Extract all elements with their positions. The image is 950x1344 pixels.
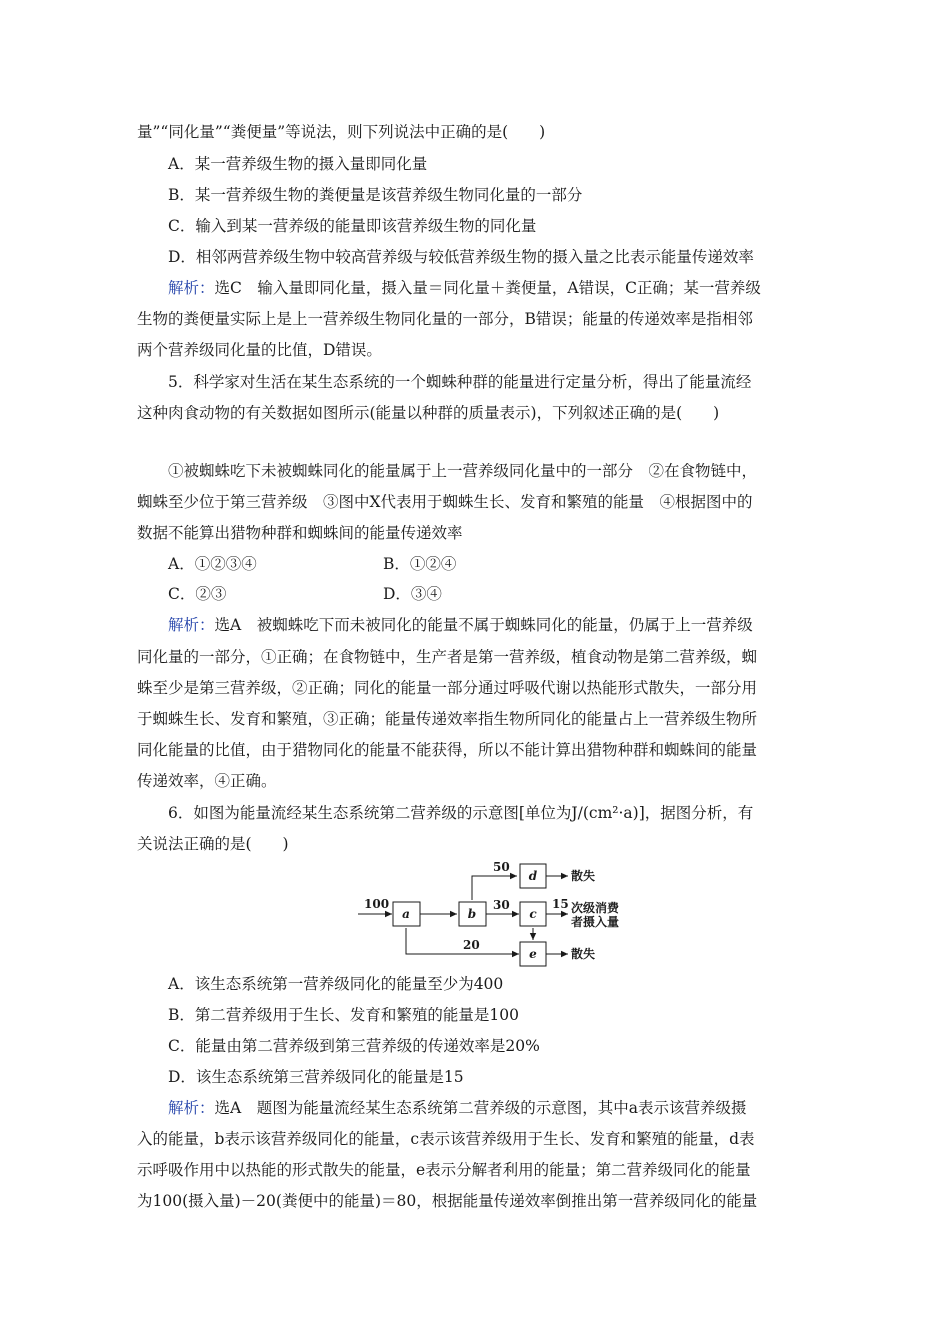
box-e-label: e (529, 947, 537, 961)
q5-option-c: C．②③ (168, 585, 227, 603)
q6-option-d: D．该生态系统第三营养级同化的能量是15 (168, 1068, 464, 1086)
q4-analysis-line-1: 解析：选C 输入量即同化量，摄入量＝同化量＋粪便量，A错误，C正确；某一营养级 (168, 279, 761, 297)
q5-analysis-line-3: 蛛至少是第三营养级，②正确；同化的能量一部分通过呼吸代谢以热能形式散失，一部分用 (137, 679, 758, 697)
input-value: 100 (364, 897, 390, 911)
q6-option-b: B．第二营养级用于生长、发育和繁殖的能量是100 (168, 1006, 519, 1024)
q4-stem: 量”“同化量”“粪便量”等说法，则下列说法中正确的是( ) (137, 123, 546, 141)
q4-analysis-line-2: 生物的粪便量实际上是上一营养级生物同化量的一部分，B错误；能量的传递效率是指相邻 (137, 310, 753, 328)
a-to-e-value: 20 (463, 938, 480, 952)
c-out-value: 15 (552, 897, 569, 911)
q5-analysis-line-5: 同化能量的比值，由于猎物同化的能量不能获得，所以不能计算出猎物种群和蜘蛛间的能量 (137, 741, 758, 759)
q5-analysis-line-2: 同化量的一部分，①正确；在食物链中，生产者是第一营养级，植食动物是第二营养级，蜘 (137, 648, 758, 666)
q5-analysis-line-4: 于蜘蛛生长、发育和繁殖，③正确；能量传递效率指生物所同化的能量占上一营养级生物所 (137, 710, 758, 728)
q5-analysis-line-6: 传递效率，④正确。 (137, 772, 277, 790)
q5-statement-line-3: 数据不能算出猎物种群和蜘蛛间的能量传递效率 (137, 524, 463, 542)
e-out-label: 散失 (571, 947, 596, 961)
q4-option-c: C．输入到某一营养级的能量即该营养级生物的同化量 (168, 217, 537, 235)
q5-option-b: B．①②④ (383, 555, 457, 573)
b-to-c-value: 30 (493, 898, 510, 912)
q6-analysis-line-3: 示呼吸作用中以热能的形式散失的能量，e表示分解者利用的能量；第二营养级同化的能量 (137, 1161, 751, 1179)
c-out-label-2: 者摄入量 (571, 915, 620, 929)
q6-option-a: A．该生态系统第一营养级同化的能量至少为400 (168, 975, 504, 993)
q6-stem-line-1: 6．如图为能量流经某生态系统第二营养级的示意图[单位为J/(cm²·a)]，据图分析，有 (168, 804, 754, 822)
box-b-label: b (467, 907, 477, 921)
box-a-label: a (402, 907, 410, 921)
to-d-value: 50 (493, 860, 510, 874)
box-c-label: c (529, 907, 537, 921)
arrow-b-to-d (472, 876, 517, 900)
q5-analysis-line-1: 解析：选A 被蜘蛛吃下而未被同化的能量不属于蜘蛛同化的能量，仍属于上一营养级 (168, 616, 753, 634)
q4-option-a: A．某一营养级生物的摄入量即同化量 (168, 155, 428, 173)
q5-option-a: A．①②③④ (168, 555, 257, 573)
box-d-label: d (528, 869, 538, 883)
q4-analysis-label: 解析： (168, 279, 215, 297)
q5-analysis-label: 解析： (168, 616, 215, 634)
q6-option-c: C．能量由第二营养级到第三营养级的传递效率是20% (168, 1037, 540, 1055)
q5-option-d: D．③④ (383, 585, 442, 603)
q6-stem-line-2: 关说法正确的是( ) (137, 835, 289, 853)
q5-stem-line-2: 这种肉食动物的有关数据如图所示(能量以种群的质量表示)，下列叙述正确的是( ) (137, 404, 720, 422)
q5-statement-line-1: ①被蜘蛛吃下未被蜘蛛同化的能量属于上一营养级同化量中的一部分 ②在食物链中， (168, 462, 758, 480)
q6-analysis-line-2: 入的能量，b表示该营养级同化的能量，c表示该营养级用于生长、发育和繁殖的能量，d表 (137, 1130, 755, 1148)
q6-analysis-line-4: 为100(摄入量)－20(粪便中的能量)＝80，根据能量传递效率倒推出第一营养级同化的能量 (137, 1192, 758, 1210)
q6-analysis-line-1: 解析：选A 题图为能量流经某生态系统第二营养级的示意图，其中a表示该营养级摄 (168, 1099, 747, 1117)
q5-statement-line-2: 蜘蛛至少位于第三营养级 ③图中X代表用于蜘蛛生长、发育和繁殖的能量 ④根据图中的 (137, 493, 753, 511)
d-out-label: 散失 (571, 869, 596, 883)
q6-analysis-label: 解析： (168, 1099, 215, 1117)
q4-option-d: D．相邻两营养级生物中较高营养级与较低营养级生物的摄入量之比表示能量传递效率 (168, 248, 754, 266)
q4-option-b: B．某一营养级生物的粪便量是该营养级生物同化量的一部分 (168, 186, 583, 204)
energy-flow-diagram (350, 856, 650, 968)
c-out-label-1: 次级消费 (571, 901, 620, 915)
q4-analysis-line-3: 两个营养级同化量的比值，D错误。 (137, 341, 382, 359)
q5-stem-line-1: 5．科学家对生活在某生态系统的一个蜘蛛种群的能量进行定量分析，得出了能量流经 (168, 373, 752, 391)
